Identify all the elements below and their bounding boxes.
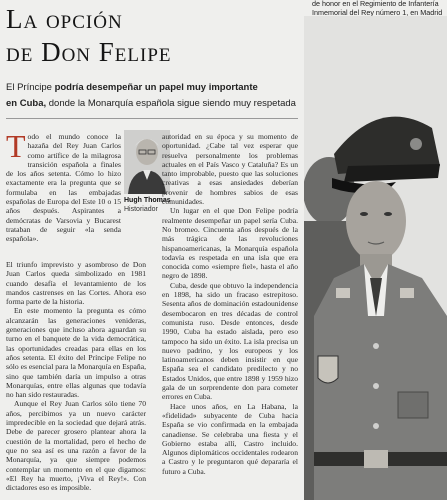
headline [6,4,306,68]
byline-name: Hugh Thomas [124,197,171,204]
headline-line-2: de Don Felipe [6,37,172,67]
cadet-photo-image [304,16,447,500]
paragraph: Cuba, desde que obtuvo la independencia en 1898, ha sido un fracaso estrepitoso. Sesenta años de dominación estadounidense desembocaron en tres décadas de control comunista ruso. Desde entonces, desde 1990, Cuba ha estado aislada, pero eso tampoco ha sido un éxito. La isla precisa un nuevo padrino, y los europeos y los latinoamericanos deben insistir en que España sea el candidato predilecto y no Estados Unidos, que entre 1898 y 1959 hizo gala de un sorprendente don para cometer errores en Cuba. [162,280,298,402]
photo-caption-line-2: Inmemorial del Rey número 1, en Madrid [312,7,443,17]
drop-cap: T [6,128,26,164]
deck-bold-1: podría desempeñar un papel muy importante [54,82,258,93]
deck-subheading [6,80,298,112]
paragraph: autoridad en su época y su momento de oportunidad. ¿Cabe tal vez esperar que resuelva personalmente los problemas actuales en el País Vasco y Cataluña? Es un tanto improbable, puesto que las soluciones creativas a esas ansiedades deberían provenir de hombres sabios de esas comunidades. [162,132,298,207]
photo-caption [312,0,447,17]
paragraph: En este momento la pregunta es cómo alcanzarán las generaciones venideras, generaciones que incluso ahora aguardan su turno en el banquete de la vida democrática, las oportunidades creadas para ellas en los años setenta. El éxito del Príncipe Felipe no sólo es esencial para la Monarquía en España, sino que también daría un impulso a otras Monarquías, entre ellas algunas que todavía no han sido restauradas. [6,306,146,400]
paragraph: Un lugar en el que Don Felipe podría realmente desempeñar un papel sería Cuba. No bromeo. Cincuenta años después de la más trágica de las revoluciones hispanoamericanas, la Monarquía española todavía es respetada en una isla que era conocida como «siempre fiel», hasta el año negro de 1898. [162,206,298,281]
headline-line-1: La opción [6,4,123,34]
deck-suffix: donde la Monarquía española sigue siendo muy respetada [46,98,296,109]
intro-paragraph: Todo el mundo conoce la hazaña del Rey Juan Carlos como artífice de la milagrosa transición española a finales de los años setenta. Cómo lo hizo exactamente era la pregunta que se formulaba en las embajadas españolas de Europa del Este 10 o 15 años después. Aspirantes a demócratas de Varsovia y Bucarest trataban de seguir «la senda española». [6,128,121,244]
paragraph: Aunque el Rey Juan Carlos sólo tiene 70 años, percibimos ya un nuevo carácter impredecible en la sociedad que dejará atrás. Debe de parecer grosero plantear ahora la cuestión de la mortalidad, pero el hecho de que no sea así es una razón a favor de la Monarquía, ya que siempre podemos contemplar un momento en el que digamos: «El Rey ha muerto, ¡Viva el Rey!». Con dictadores eso es imposible. [6,399,146,493]
deck-bold-2: en Cuba, [6,98,47,109]
byline-role: Historiador [124,206,158,213]
deck-divider [6,118,298,119]
article-column-3 [162,132,298,476]
paragraph: Hace unos años, en La Habana, la «fidelidad» subyacente de Cuba hacia España se vio confirmada en la embajada canadiense. Se celebraba una fiesta y el Gobierno estaba allí, Castro incluido. Algunos diplomáticos occidentales rodearon a Castro y le preguntaron qué depararía el futuro a Cuba. [162,401,298,476]
article-column-1 [6,128,121,244]
deck-prefix: El Príncipe [6,82,55,93]
photo-caption-line-1: de honor en el Regimiento de Infantería [312,0,439,8]
paragraph: El triunfo imprevisto y asombroso de Don Juan Carlos queda simbolizado en 1981 cuando desafía el levantamiento de los mandos castrenses en las Cortes. Ahora eso forma parte de la historia. [6,260,146,307]
cadet-photo [304,16,447,500]
article-column-2 [6,260,146,492]
